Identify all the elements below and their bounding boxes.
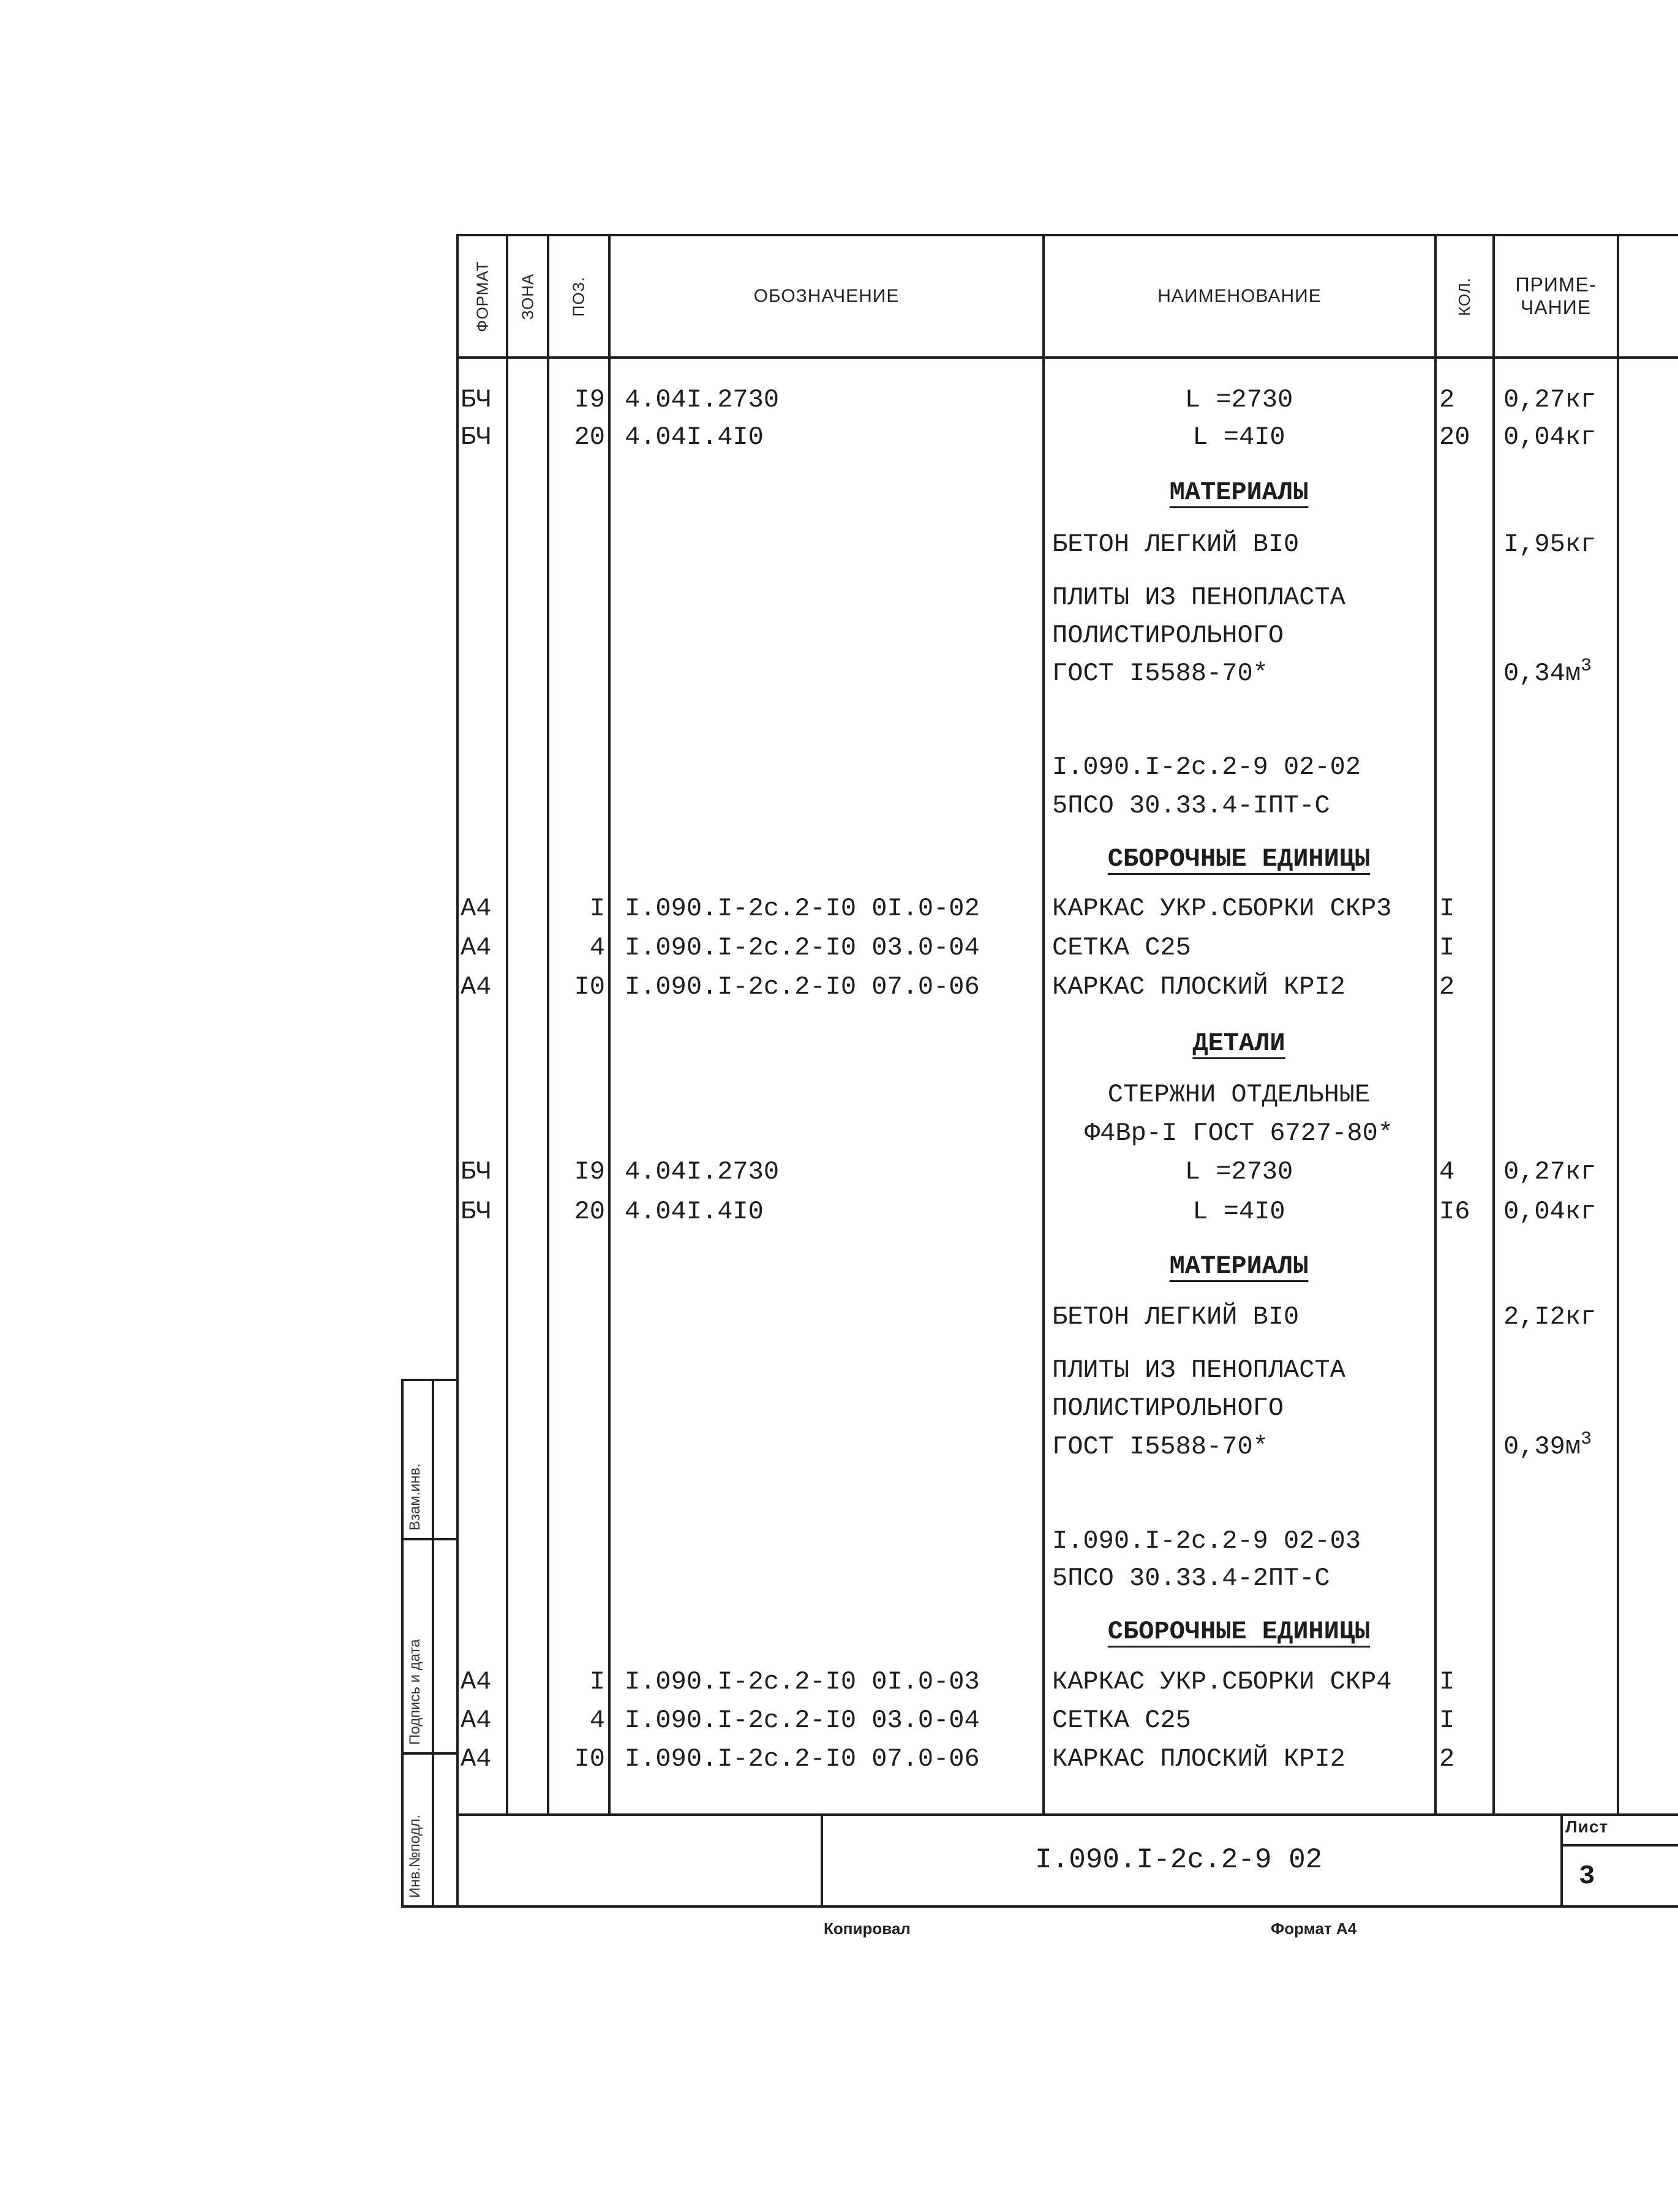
stamp-divider-1 — [401, 1538, 456, 1540]
row-quantity: I6 — [1439, 1197, 1470, 1226]
row-name: СЕТКА С25 — [1052, 1706, 1191, 1735]
row-name: ПОЛИСТИРОЛЬНОГО — [1052, 621, 1284, 650]
row-quantity: 20 — [1439, 422, 1470, 452]
row-note: 0,27кг — [1503, 1157, 1597, 1187]
row-designation: I.090.I-2c.2-I0 0I.0-02 — [625, 894, 980, 923]
row-format: БЧ — [461, 1157, 492, 1187]
row-format: А4 — [461, 894, 492, 923]
row-position: I0 — [574, 972, 605, 1002]
row-position: 20 — [574, 1197, 605, 1226]
row-name: Ф4Вр-I ГОСТ 6727-80* — [1084, 1119, 1394, 1148]
header-note: ПРИМЕ- ЧАНИЕ — [1515, 274, 1597, 318]
row-designation: 4.04I.2730 — [625, 385, 780, 414]
row-position: I9 — [574, 1157, 605, 1187]
row-designation: I.090.I-2c.2-I0 07.0-06 — [625, 972, 980, 1002]
col-name-line — [1042, 234, 1045, 1813]
row-designation: I.090.I-2c.2-I0 07.0-06 — [625, 1744, 980, 1774]
row-designation: 4.04I.2730 — [625, 1157, 780, 1187]
row-name: ПЛИТЫ ИЗ ПЕНОПЛАСТА — [1052, 583, 1345, 612]
title-block-sheet-label: Лист — [1565, 1817, 1609, 1836]
row-format: А4 — [461, 1744, 492, 1774]
row-name: БЕТОН ЛЕГКИЙ BI0 — [1052, 530, 1300, 559]
title-block-top-line — [456, 1813, 1678, 1816]
row-note: 0,34м — [1503, 659, 1581, 688]
row-name: КАРКАС ПЛОСКИЙ КРI2 — [1052, 1744, 1345, 1774]
row-format: БЧ — [461, 385, 492, 414]
row-position: 4 — [589, 1706, 605, 1735]
stamp-top-line — [401, 1379, 456, 1381]
row-name: 5ПСО 30.33.4-2ПТ-С — [1052, 1564, 1330, 1593]
row-note: 0,04кг — [1503, 1197, 1597, 1226]
header-zone: ЗОНА — [518, 273, 537, 320]
section-heading: СБОРОЧНЫЕ ЕДИНИЦЫ — [1107, 1617, 1371, 1646]
row-note-superscript: 3 — [1581, 656, 1592, 677]
row-note-group — [1503, 1429, 1592, 1461]
row-name: L =2730 — [1184, 1157, 1293, 1187]
row-name: 5ПСО 30.33.4-IПТ-С — [1052, 791, 1330, 820]
row-note: 0,04кг — [1503, 422, 1597, 452]
row-name: I.090.I-2c.2-9 02-02 — [1052, 752, 1361, 782]
header-name: НАИМЕНОВАНИЕ — [1157, 286, 1322, 306]
row-designation: 4.04I.4I0 — [625, 422, 764, 452]
row-name: L =4I0 — [1192, 1197, 1285, 1226]
row-name: СТЕРЖНИ ОТДЕЛЬНЫЕ — [1107, 1080, 1371, 1109]
row-name: ПОЛИСТИРОЛЬНОГО — [1052, 1393, 1284, 1423]
frame-left-line — [456, 234, 459, 1905]
row-designation: I.090.I-2c.2-I0 0I.0-03 — [625, 1667, 980, 1696]
row-quantity: I — [1439, 894, 1455, 923]
header-designation: ОБОЗНАЧЕНИЕ — [753, 286, 900, 306]
frame-right-line — [1617, 234, 1619, 1813]
footer-copied: Копировал — [824, 1919, 911, 1938]
row-quantity: 4 — [1439, 1157, 1455, 1187]
row-name: ПЛИТЫ ИЗ ПЕНОПЛАСТА — [1052, 1355, 1345, 1385]
row-quantity: I — [1439, 933, 1455, 962]
row-format: А4 — [461, 972, 492, 1002]
row-note: 0,39м — [1503, 1432, 1581, 1461]
row-name: ГОСТ I5588-70* — [1052, 1432, 1268, 1461]
row-note: 0,27кг — [1503, 385, 1597, 414]
stamp-divider-2 — [401, 1752, 456, 1755]
section-heading: МАТЕРИАЛЫ — [1169, 478, 1309, 507]
row-quantity: 2 — [1439, 1744, 1455, 1774]
row-name: L =4I0 — [1192, 422, 1285, 452]
row-quantity: I — [1439, 1706, 1455, 1735]
col-note-line — [1492, 234, 1495, 1813]
row-quantity: 2 — [1439, 972, 1455, 1002]
footer-format: Формат А4 — [1271, 1919, 1357, 1938]
col-zone-line — [506, 234, 508, 1813]
title-block-sheet-number: 3 — [1579, 1861, 1595, 1892]
header-qty: КОЛ. — [1454, 277, 1473, 316]
row-position: I0 — [574, 1744, 605, 1774]
row-format: БЧ — [461, 1197, 492, 1226]
row-position: I9 — [574, 385, 605, 414]
row-format: А4 — [461, 933, 492, 962]
row-name: ГОСТ I5588-70* — [1052, 659, 1268, 688]
row-format: А4 — [461, 1706, 492, 1735]
stamp-inv-label: Инв.№подл. — [407, 1814, 423, 1898]
stamp-outer-line — [401, 1379, 404, 1905]
row-name: СЕТКА С25 — [1052, 933, 1191, 962]
section-heading: МАТЕРИАЛЫ — [1169, 1251, 1309, 1281]
row-designation: I.090.I-2c.2-I0 03.0-04 — [625, 933, 980, 962]
stamp-vzam-label: Взам.инв. — [407, 1463, 423, 1531]
col-designation-line — [608, 234, 611, 1813]
row-designation: 4.04I.4I0 — [625, 1197, 764, 1226]
section-heading: ДЕТАЛИ — [1192, 1029, 1285, 1058]
row-format: А4 — [461, 1667, 492, 1696]
section-heading: СБОРОЧНЫЕ ЕДИНИЦЫ — [1107, 844, 1371, 874]
row-format: БЧ — [461, 422, 492, 452]
row-quantity: I — [1439, 1667, 1455, 1696]
title-block-sheet-line — [1560, 1844, 1678, 1846]
header-pos: ПОЗ. — [569, 276, 588, 317]
row-name: БЕТОН ЛЕГКИЙ BI0 — [1052, 1302, 1300, 1332]
row-name: L =2730 — [1184, 385, 1293, 414]
row-note-superscript: 3 — [1581, 1429, 1592, 1450]
row-note-group — [1503, 656, 1592, 688]
frame-bottom-line — [401, 1905, 1678, 1908]
row-name: I.090.I-2c.2-9 02-03 — [1052, 1526, 1361, 1556]
row-position: I — [589, 894, 605, 923]
row-name: КАРКАС ПЛОСКИЙ КРI2 — [1052, 972, 1345, 1002]
col-pos-line — [547, 234, 549, 1813]
col-qty-line — [1434, 234, 1437, 1813]
row-note: I,95кг — [1503, 530, 1597, 559]
title-block-code: I.090.I-2c.2-9 02 — [1035, 1844, 1323, 1876]
stamp-inner-line — [432, 1379, 434, 1905]
row-name: КАРКАС УКР.СБОРКИ СКР4 — [1052, 1667, 1392, 1696]
row-position: 4 — [589, 933, 605, 962]
row-quantity: 2 — [1439, 385, 1455, 414]
row-name: КАРКАС УКР.СБОРКИ СКР3 — [1052, 894, 1392, 923]
row-note: 2,I2кг — [1503, 1302, 1597, 1332]
title-block-divider — [821, 1813, 823, 1905]
title-block-sheet-divider — [1560, 1813, 1563, 1905]
header-format: ФОРМАТ — [473, 261, 492, 332]
row-position: 20 — [574, 422, 605, 452]
row-position: I — [589, 1667, 605, 1696]
stamp-sign-date-label: Подпись и дата — [407, 1639, 423, 1745]
row-designation: I.090.I-2c.2-I0 03.0-04 — [625, 1706, 980, 1735]
